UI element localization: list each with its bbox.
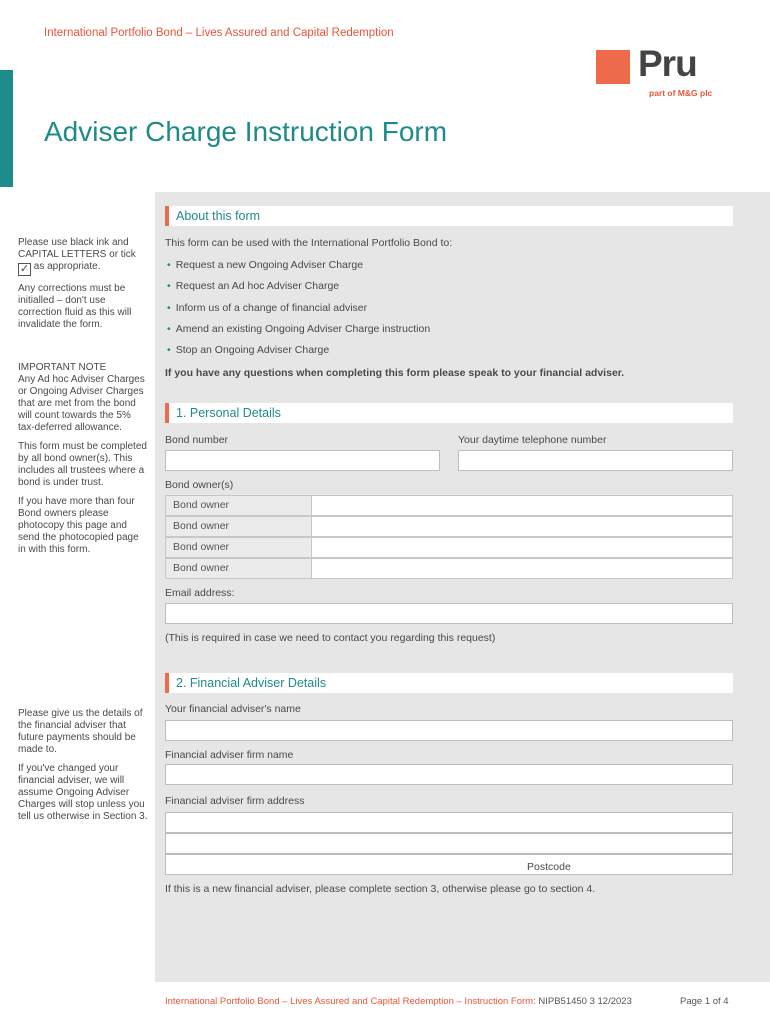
changed-adviser-note: If you've changed your financial adviser, we will assume Ongoing Adviser Charges will stop unless you tell us otherwise in Section 3. [18,763,148,822]
footer-code: NIPB51450 3 12/2023 [538,996,632,1007]
bond-owner-row [165,537,733,558]
page-title: Adviser Charge Instruction Form [44,116,448,147]
bond-owner-label: Bond owner [165,495,312,516]
questions-note: If you have any questions when completing this form please speak to your financial adviser. [165,367,625,379]
corrections-note: Any corrections must be initialled – don't use correction fluid as this will invalidate the form. [18,283,132,330]
bond-owner-input[interactable] [312,537,733,558]
list-item: • Inform us of a change of financial adviser [165,301,430,322]
bond-number-label: Bond number [165,434,229,446]
bond-owner-input[interactable] [312,516,733,537]
adviser-details-note: Please give us the details of the financial adviser that future payments should be made to. [18,708,143,755]
important-body: Any Ad hoc Adviser Charges or Ongoing Adviser Charges that are met from the bond will count towards the 5% tax-deferred allowance. [18,374,145,433]
about-section-heading: About this form [165,206,733,226]
personal-details-heading: 1. Personal Details [165,403,733,423]
firm-name-label: Financial adviser firm name [165,749,294,761]
ink-note-text-2: as appropriate. [33,261,101,272]
bond-owner-label: Bond owner [165,537,312,558]
bond-number-input[interactable] [165,450,440,471]
firm-address-line-2[interactable] [165,833,733,854]
adviser-name-input[interactable] [165,720,733,741]
bond-owner-row [165,495,733,516]
email-input[interactable] [165,603,733,624]
telephone-label: Your daytime telephone number [458,434,607,446]
adviser-details-heading: 2. Financial Adviser Details [165,673,733,693]
list-item: • Amend an existing Ongoing Adviser Charge instruction [165,322,430,343]
list-item: • Request an Ad hoc Adviser Charge [165,279,430,300]
pru-logo [596,43,726,102]
side-accent-bar [0,70,13,187]
firm-address-postcode-row[interactable] [165,854,733,875]
list-item: • Request a new Ongoing Adviser Charge [165,258,430,279]
bond-owner-label: Bond owner [165,516,312,537]
bond-owner-label: Bond owner [165,558,312,579]
email-label: Email address: [165,587,235,599]
document-header: International Portfolio Bond – Lives Assured and Capital Redemption [44,27,394,39]
logo-text: Pru [638,43,697,84]
about-intro: This form can be used with the International Portfolio Bond to: [165,237,453,249]
bond-owner-input[interactable] [312,558,733,579]
firm-name-input[interactable] [165,764,733,785]
email-note: (This is required in case we need to contact you regarding this request) [165,632,496,644]
logo-square-icon [596,50,630,84]
footer-document-ref [165,996,632,1007]
sidebar-adviser-note [18,708,148,830]
telephone-input[interactable] [458,450,733,471]
ink-note-text: Please use black ink and CAPITAL LETTERS or tick [18,237,136,260]
sidebar-important-note [18,362,148,563]
logo-subtitle: part of M&G plc [649,88,713,98]
next-step-note: If this is a new financial adviser, please complete section 3, otherwise please go to section 4. [165,883,596,895]
important-title: IMPORTANT NOTE [18,362,107,373]
bond-owners-label: Bond owner(s) [165,479,234,491]
adviser-name-label: Your financial adviser's name [165,703,301,715]
list-item: • Stop an Ongoing Adviser Charge [165,343,430,364]
bond-owner-row [165,516,733,537]
firm-address-label: Financial adviser firm address [165,795,305,807]
sidebar-ink-note [18,237,148,338]
footer-title: International Portfolio Bond – Lives Assured and Capital Redemption – Instruction Form: [165,996,536,1007]
bond-owner-input[interactable] [312,495,733,516]
postcode-label: Postcode [527,861,571,873]
page-number: Page 1 of 4 [680,996,729,1007]
bond-owner-row [165,558,733,579]
photocopy-note: If you have more than four Bond owners please photocopy this page and send the photocopied page in with this form. [18,496,139,555]
about-bullet-list [165,258,430,364]
firm-address-line-1[interactable] [165,812,733,833]
tick-box-icon: ✓ [19,263,30,275]
completed-by-note: This form must be completed by all bond owner(s). This includes all trustees where a bond is under trust. [18,441,147,488]
